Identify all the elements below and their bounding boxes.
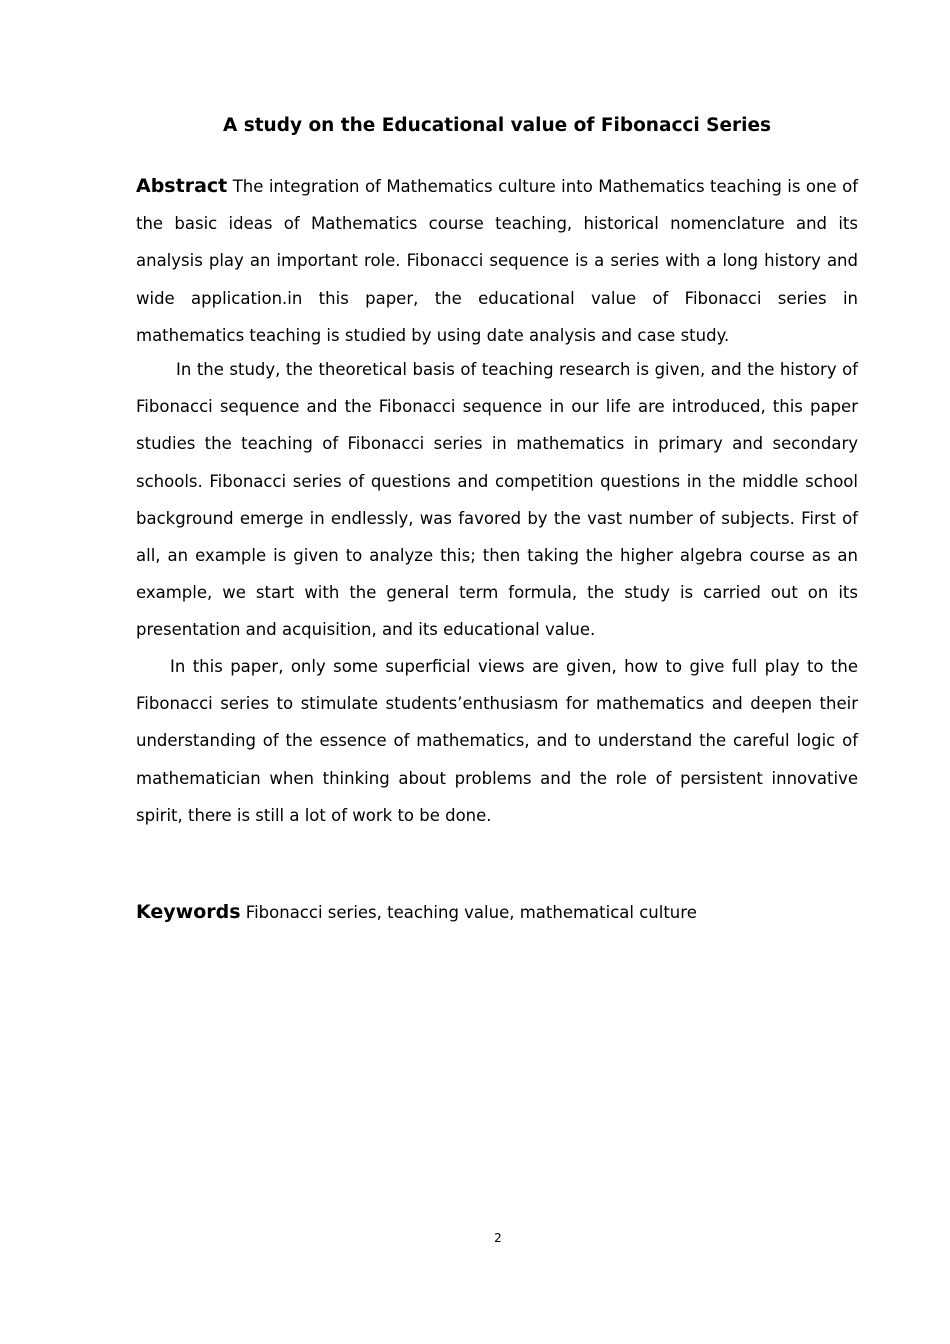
keywords-heading: Keywords [136,901,241,923]
paper-title: A study on the Educational value of Fibonacci Series [222,115,772,136]
keywords-text: Fibonacci series, teaching value, mathematical culture [245,903,697,922]
keywords-line [136,897,858,928]
body-paragraph-2: In this paper, only some superficial views are given, how to give full play to the Fibonacci series to stimulate students’enthusiasm for mathematics and deepen their understanding of the essence of mathematics, and to understand the careful logic of mathematician when thinking about problems and the role of persistent innovative spirit, there is still a lot of work to be done. [136,657,858,825]
abstract-heading: Abstract [136,175,228,197]
abstract-text: The integration of Mathematics culture into Mathematics teaching is one of the basic ideas of Mathematics course teaching, historical nomenclature and its analysis play an important role. Fibonacci sequence is a series with a long history and wide application.in this paper, the educational value of Fibonacci series in mathematics teaching is studied by using date analysis and case study. [136,177,859,345]
abstract-paragraph [136,168,858,354]
body-paragraph-1: In the study, the theoretical basis of teaching research is given, and the history of Fibonacci sequence and the Fibonacci sequence in our life are introduced, this paper studies the teaching of Fibonacci series in mathematics in primary and secondary schools. Fibonacci series of questions and competition questions in the middle school background emerge in endlessly, was favored by the vast number of subjects. First of all, an example is given to analyze this; then taking the higher algebra course as an example, we start with the general term formula, the study is carried out on its presentation and acquisition, and its educational value. [136,360,858,640]
page-number: 2 [494,1231,502,1245]
